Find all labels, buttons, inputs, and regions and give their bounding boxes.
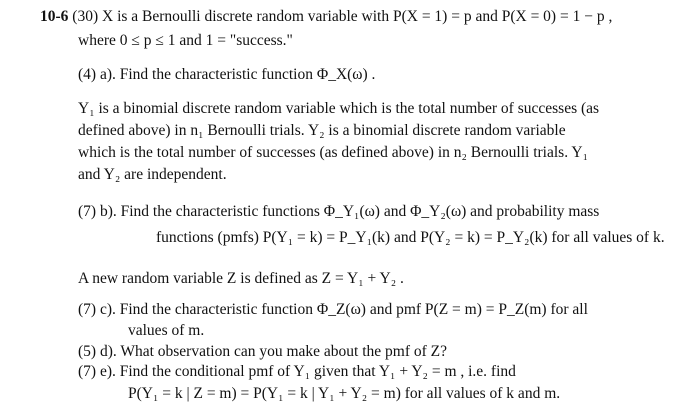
problem-statement-line-2: where 0 ≤ p ≤ 1 and 1 = "success." xyxy=(78,32,293,49)
binomial-desc-line-1: Y₁ is a binomial discrete random variable which is the total number of successes (as xyxy=(78,100,600,117)
part-b-line-1: (7) b). Find the characteristic functions Φ_Y₁(ω) and Φ_Y₂(ω) and probability mass xyxy=(78,203,600,220)
part-c-line-1: (7) c). Find the characteristic function Φ_Z(ω) and pmf P(Z = m) = P_Z(m) for all xyxy=(78,301,588,318)
part-e-line-1: (7) e). Find the conditional pmf of Y₁ given that Y₁ + Y₂ = m , i.e. find xyxy=(78,363,516,380)
problem-number: 10-6 xyxy=(40,8,69,25)
binomial-desc-line-2: defined above) in n₁ Bernoulli trials. Y₂ is a binomial discrete random variable xyxy=(78,122,566,139)
z-definition: A new random variable Z is defined as Z = Y₁ + Y₂ . xyxy=(78,270,404,287)
problem-statement-line-1: (30) X is a Bernoulli discrete random variable with P(X = 1) = p and P(X = 0) = 1 − p , xyxy=(72,8,613,25)
part-c-line-2: values of m. xyxy=(128,322,205,339)
binomial-desc-line-4: and Y₂ are independent. xyxy=(78,166,227,183)
binomial-desc-line-3: which is the total number of successes (as defined above) in n₂ Bernoulli trials. Y₁ xyxy=(78,144,588,161)
part-e-line-2: P(Y₁ = k | Z = m) = P(Y₁ = k | Y₁ + Y₂ = m) for all values of k and m. xyxy=(128,385,561,402)
part-a-text: (4) a). Find the characteristic function Φ_X(ω) . xyxy=(78,66,376,83)
problem-number-line xyxy=(40,7,612,27)
part-d-text: (5) d). What observation can you make about the pmf of Z? xyxy=(78,343,448,360)
part-b-line-2: functions (pmfs) P(Y₁ = k) = P_Y₁(k) and P(Y₂ = k) = P_Y₂(k) for all values of k. xyxy=(156,229,665,246)
